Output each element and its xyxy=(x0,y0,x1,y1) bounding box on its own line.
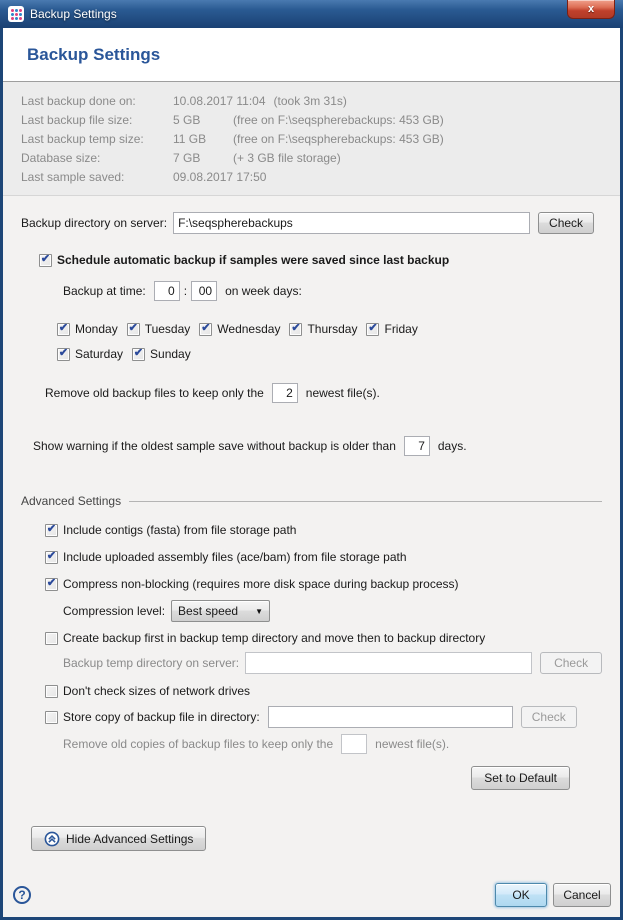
day-label: Monday xyxy=(75,322,118,336)
day-label: Tuesday xyxy=(144,322,191,336)
temp-first-label: Create backup first in backup temp directory and move then to backup directory xyxy=(63,631,486,645)
store-copy-label: Store copy of backup file in directory: xyxy=(63,710,260,724)
checkbox-icon xyxy=(45,685,58,698)
compression-level-label: Compression level: xyxy=(63,604,166,618)
info-row xyxy=(21,111,620,130)
warning-suffix: days. xyxy=(437,439,467,453)
backup-hour-input[interactable] xyxy=(154,281,180,301)
store-copy-check-button: Check xyxy=(521,706,577,728)
checkbox-store-copy-of-backup[interactable] xyxy=(45,710,260,724)
checkbox-icon xyxy=(45,524,58,537)
schedule-checkbox-label: Schedule automatic backup if samples were saved since last backup xyxy=(57,253,450,267)
backup-dir-input[interactable] xyxy=(173,212,530,234)
info-label: Last backup temp size: xyxy=(21,132,144,146)
remove-copies-prefix: Remove old copies of backup files to keep only the xyxy=(63,737,334,751)
info-label: Last backup file size: xyxy=(21,113,133,127)
temp-dir-label: Backup temp directory on server: xyxy=(63,656,240,670)
checkbox-saturday[interactable] xyxy=(57,347,123,361)
info-row xyxy=(21,92,620,111)
checkbox-icon xyxy=(132,348,145,361)
checkbox-dont-check-network-drive-sizes[interactable] xyxy=(45,684,250,698)
info-note: (free on F:\seqspherebackups: 453 GB) xyxy=(233,132,444,146)
info-row xyxy=(21,168,620,187)
checkbox-icon xyxy=(45,711,58,724)
advanced-settings-title: Advanced Settings xyxy=(21,494,122,508)
temp-dir-input xyxy=(245,652,532,674)
app-logo-icon xyxy=(8,6,24,22)
info-note: (took 3m 31s) xyxy=(273,94,347,108)
help-icon[interactable]: ? xyxy=(13,886,31,904)
checkbox-icon xyxy=(39,254,52,267)
set-to-default-button[interactable]: Set to Default xyxy=(471,766,570,790)
page-title: Backup Settings xyxy=(27,44,161,64)
keep-newest-count-input[interactable] xyxy=(272,383,298,403)
day-label: Wednesday xyxy=(217,322,281,336)
day-label: Thursday xyxy=(307,322,358,336)
info-row xyxy=(21,130,620,149)
no-size-check-label: Don't check sizes of network drives xyxy=(63,684,251,698)
compress-label: Compress non-blocking (requires more disk space during backup process) xyxy=(63,577,459,591)
info-value: 09.08.2017 17:50 xyxy=(173,170,267,184)
checkbox-tuesday[interactable] xyxy=(127,322,191,336)
backup-dir-label: Backup directory on server: xyxy=(21,216,168,230)
checkbox-wednesday[interactable] xyxy=(199,322,280,336)
checkbox-compress-non-blocking[interactable] xyxy=(45,577,459,591)
checkbox-schedule-automatic-backup[interactable] xyxy=(39,253,449,267)
checkbox-icon xyxy=(45,551,58,564)
copies-keep-count-input xyxy=(341,734,367,754)
backup-dir-check-button[interactable]: Check xyxy=(538,212,594,234)
remove-old-prefix: Remove old backup files to keep only the xyxy=(45,386,264,400)
advanced-settings-section-header xyxy=(21,494,602,508)
compression-level-dropdown[interactable] xyxy=(171,600,270,622)
checkbox-thursday[interactable] xyxy=(289,322,357,336)
checkbox-icon xyxy=(199,323,212,336)
ok-button[interactable]: OK xyxy=(495,883,547,907)
info-value: 10.08.2017 11:04 xyxy=(173,94,266,108)
include-assembly-label: Include uploaded assembly files (ace/bam) from file storage path xyxy=(63,550,407,564)
checkbox-include-assembly-files[interactable] xyxy=(45,550,407,564)
checkbox-icon xyxy=(57,323,70,336)
checkbox-icon xyxy=(366,323,379,336)
checkbox-create-backup-in-temp-first[interactable] xyxy=(45,631,485,645)
remove-old-suffix: newest file(s). xyxy=(305,386,380,400)
hide-advanced-settings-button[interactable] xyxy=(31,826,206,851)
backup-info-panel xyxy=(3,82,620,196)
close-button[interactable]: x xyxy=(567,0,615,19)
checkbox-icon xyxy=(57,348,70,361)
hide-advanced-settings-label: Hide Advanced Settings xyxy=(66,831,194,846)
day-label: Friday xyxy=(384,322,418,336)
include-contigs-label: Include contigs (fasta) from file storage path xyxy=(63,523,297,537)
info-row xyxy=(21,149,620,168)
window-title: Backup Settings xyxy=(30,7,117,21)
weekdays-suffix-label: on week days: xyxy=(225,284,302,298)
info-label: Database size: xyxy=(21,151,101,165)
info-value: 7 GB xyxy=(173,151,201,165)
info-value: 11 GB xyxy=(173,132,207,146)
checkbox-friday[interactable] xyxy=(366,322,417,336)
double-chevron-up-icon xyxy=(44,831,60,847)
warning-days-input[interactable] xyxy=(404,436,430,456)
info-note: (free on F:\seqspherebackups: 453 GB) xyxy=(233,113,444,127)
warning-prefix: Show warning if the oldest sample save without backup is older than xyxy=(33,439,396,453)
checkbox-icon xyxy=(127,323,140,336)
dialog-body xyxy=(3,196,620,917)
chevron-down-icon: ▼ xyxy=(255,606,264,616)
compression-level-value: Best speed xyxy=(178,604,239,618)
info-value: 5 GB xyxy=(173,113,201,127)
title-bar[interactable] xyxy=(0,0,623,28)
checkbox-sunday[interactable] xyxy=(132,347,191,361)
info-note: (+ 3 GB file storage) xyxy=(233,151,341,165)
cancel-button[interactable]: Cancel xyxy=(553,883,611,907)
section-divider xyxy=(129,501,602,502)
backup-minute-input[interactable] xyxy=(191,281,217,301)
info-label: Last backup done on: xyxy=(21,94,136,108)
backup-time-label: Backup at time: xyxy=(63,284,146,298)
temp-dir-check-button: Check xyxy=(540,652,602,674)
dialog-header xyxy=(3,28,620,82)
info-label: Last sample saved: xyxy=(21,170,125,184)
remove-copies-suffix: newest file(s). xyxy=(375,737,450,751)
checkbox-monday[interactable] xyxy=(57,322,118,336)
checkbox-icon xyxy=(289,323,302,336)
day-label: Saturday xyxy=(75,347,124,361)
checkbox-icon xyxy=(45,578,58,591)
checkbox-icon xyxy=(45,632,58,645)
time-separator: : xyxy=(183,284,188,298)
checkbox-include-contigs[interactable] xyxy=(45,523,296,537)
day-label: Sunday xyxy=(150,347,191,361)
store-copy-dir-input[interactable] xyxy=(268,706,513,728)
